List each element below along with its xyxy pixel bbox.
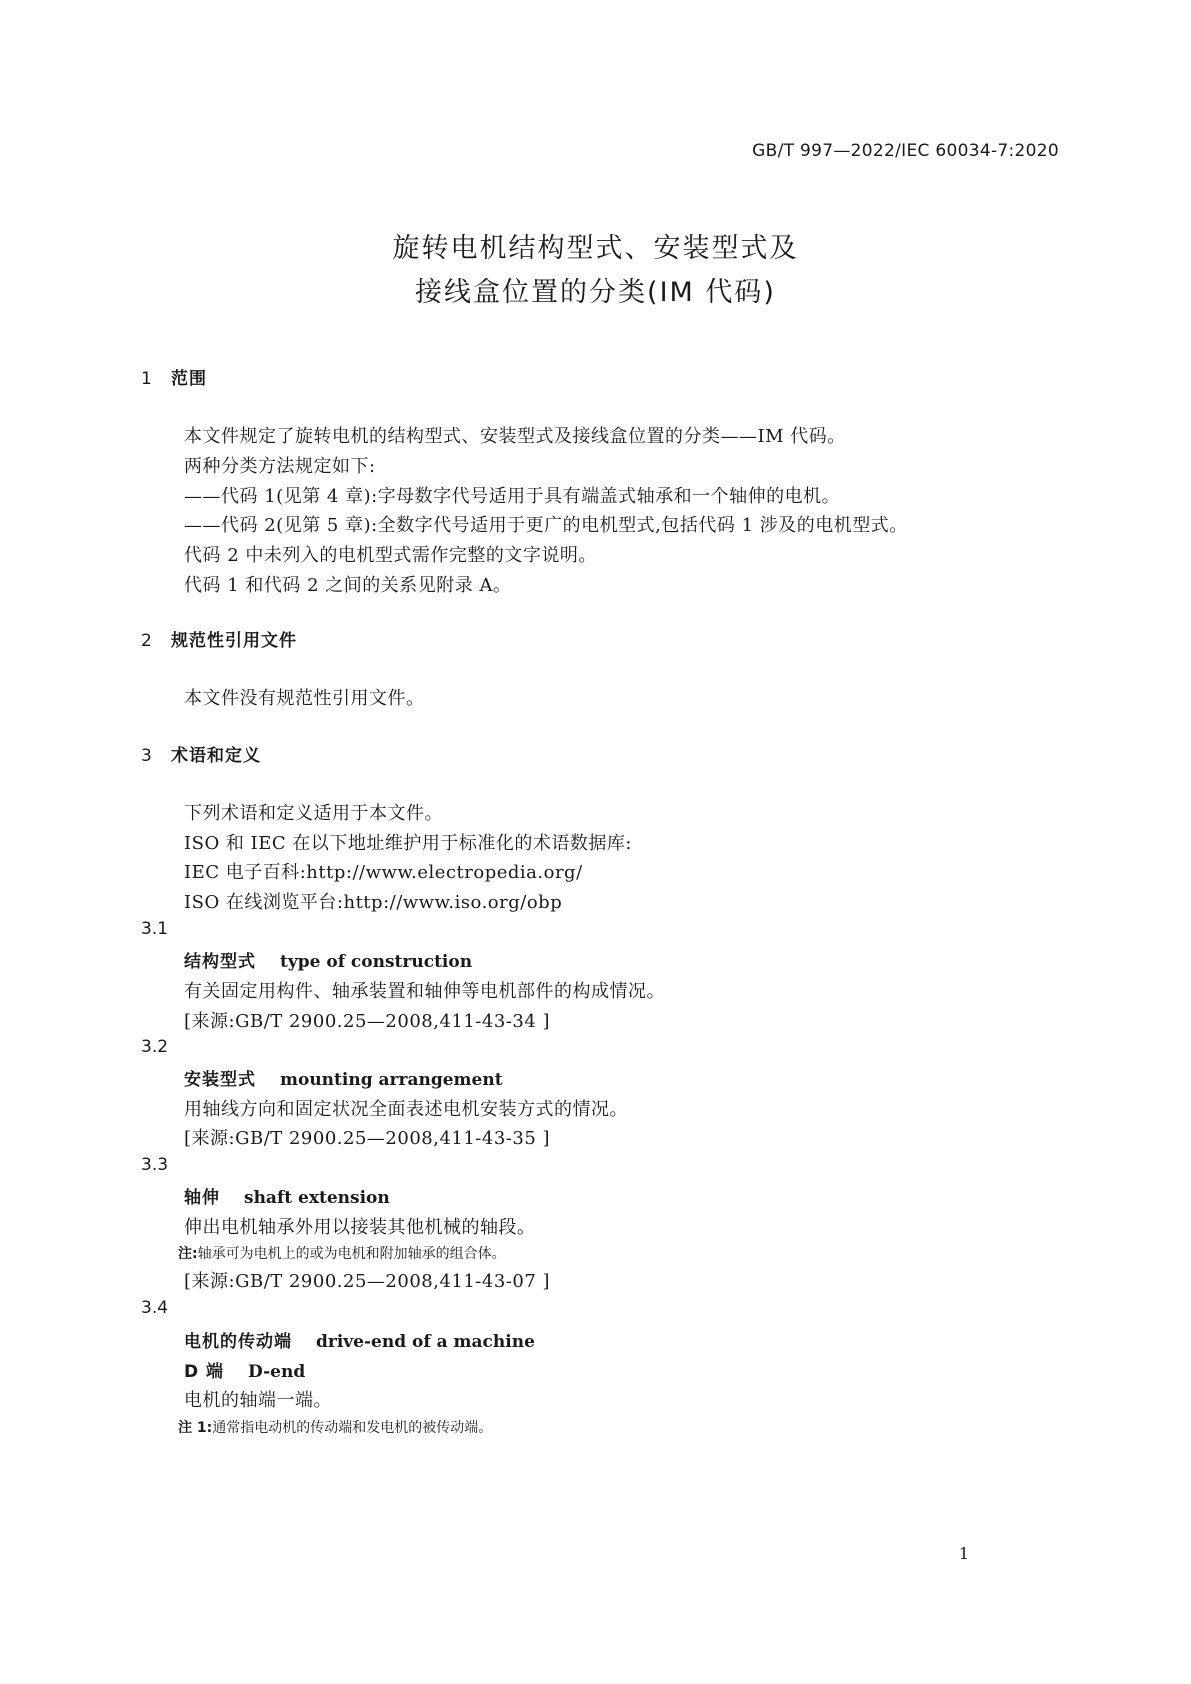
term-alt-en: D-end bbox=[248, 1362, 306, 1382]
document-title-line-1: 旋转电机结构型式、安装型式及 bbox=[392, 233, 799, 264]
document-title-line-2: 接线盒位置的分类(IM 代码) bbox=[415, 277, 776, 308]
paragraph: 两种分类方法规定如下: bbox=[184, 456, 376, 477]
note-text: 通常指电动机的传动端和发电机的被传动端。 bbox=[212, 1420, 493, 1436]
paragraph: ISO 和 IEC 在以下地址维护用于标准化的术语数据库: bbox=[184, 833, 632, 854]
section-heading-terms-definitions bbox=[141, 741, 261, 766]
list-item: ——代码 2(见第 5 章):全数字代号适用于更广的电机型式,包括代码 1 涉及的电机型式。 bbox=[184, 515, 908, 536]
term-en: drive-end of a machine bbox=[316, 1332, 535, 1352]
term-definition: 有关固定用构件、轴承装置和轴伸等电机部件的构成情况。 bbox=[184, 981, 665, 1002]
paragraph: 下列术语和定义适用于本文件。 bbox=[184, 803, 443, 824]
paragraph: 本文件没有规范性引用文件。 bbox=[184, 688, 425, 709]
term-alt-heading bbox=[184, 1357, 305, 1382]
term-definition: 用轴线方向和固定状况全面表述电机安装方式的情况。 bbox=[184, 1099, 628, 1120]
term-en: mounting arrangement bbox=[280, 1070, 503, 1090]
term-number: 3.3 bbox=[141, 1155, 169, 1175]
term-definition: 伸出电机轴承外用以接装其他机械的轴段。 bbox=[184, 1217, 536, 1238]
term-number: 3.2 bbox=[141, 1037, 169, 1057]
paragraph: 本文件规定了旋转电机的结构型式、安装型式及接线盒位置的分类——IM 代码。 bbox=[184, 426, 846, 447]
note-label: 注: bbox=[178, 1246, 198, 1262]
paragraph: ISO 在线浏览平台:http://www.iso.org/obp bbox=[184, 892, 563, 913]
paragraph: 代码 2 中未列入的电机型式需作完整的文字说明。 bbox=[184, 545, 597, 566]
term-heading bbox=[184, 1065, 503, 1090]
section-title: 术语和定义 bbox=[171, 746, 261, 766]
term-zh: 安装型式 bbox=[184, 1070, 256, 1090]
term-en: type of construction bbox=[280, 952, 473, 972]
term-number: 3.1 bbox=[141, 919, 169, 939]
standard-number: GB/T 997—2022/IEC 60034-7:2020 bbox=[752, 141, 1059, 161]
term-heading bbox=[184, 1327, 535, 1352]
section-number: 1 bbox=[141, 369, 153, 389]
term-definition: 电机的轴端一端。 bbox=[184, 1390, 332, 1411]
paragraph: 代码 1 和代码 2 之间的关系见附录 A。 bbox=[184, 575, 512, 596]
term-note bbox=[178, 1243, 506, 1263]
paragraph: IEC 电子百科:http://www.electropedia.org/ bbox=[184, 862, 583, 883]
term-en: shaft extension bbox=[244, 1188, 390, 1208]
section-number: 3 bbox=[141, 746, 153, 766]
term-zh: 结构型式 bbox=[184, 952, 256, 972]
term-heading bbox=[184, 947, 472, 972]
section-number: 2 bbox=[141, 631, 153, 651]
term-source: [来源:GB/T 2900.25—2008,411-43-07 ] bbox=[184, 1271, 551, 1292]
term-source: [来源:GB/T 2900.25—2008,411-43-34 ] bbox=[184, 1011, 551, 1032]
section-title: 规范性引用文件 bbox=[171, 631, 297, 651]
page-number: 1 bbox=[958, 1544, 969, 1563]
term-note bbox=[178, 1417, 492, 1437]
note-label: 注 1: bbox=[178, 1420, 213, 1436]
term-zh: 电机的传动端 bbox=[184, 1332, 292, 1352]
term-zh: 轴伸 bbox=[184, 1188, 220, 1208]
note-text: 轴承可为电机上的或为电机和附加轴承的组合体。 bbox=[197, 1246, 506, 1262]
section-heading-scope bbox=[141, 364, 207, 389]
term-source: [来源:GB/T 2900.25—2008,411-43-35 ] bbox=[184, 1128, 551, 1149]
section-title: 范围 bbox=[171, 369, 207, 389]
term-heading bbox=[184, 1183, 390, 1208]
section-heading-normative-references bbox=[141, 626, 297, 651]
term-alt-zh: D 端 bbox=[184, 1362, 225, 1382]
term-number: 3.4 bbox=[141, 1298, 169, 1318]
list-item: ——代码 1(见第 4 章):字母数字代号适用于具有端盖式轴承和一个轴伸的电机。 bbox=[184, 486, 841, 507]
